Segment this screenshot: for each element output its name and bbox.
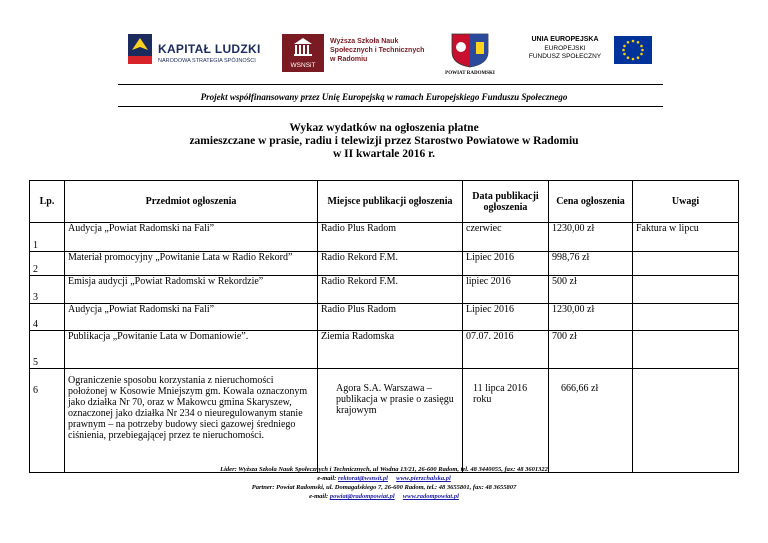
eu-line1: UNIA EUROPEJSKA: [531, 36, 599, 43]
header-place: Miejsce publikacji ogłoszenia: [318, 181, 463, 223]
cell-subject: Publikacja „Powitanie Lata w Domaniowie”.: [65, 331, 318, 369]
title-line1: Wykaz wydatków na ogłoszenia płatne: [289, 122, 479, 134]
title-line2: zamieszczane w prasie, radiu i telewizji przez Starostwo Powiatowe w Radomiu: [189, 135, 579, 147]
cell-date: Lipiec 2016: [463, 252, 549, 276]
cell-lp: 5: [30, 331, 65, 369]
expenses-table: [29, 180, 739, 473]
cell-lp: 3: [30, 276, 65, 304]
footer: [0, 465, 768, 501]
wsnsit-logo: [282, 34, 442, 74]
wsnsit-name-line1: Wyższa Szkoła Nauk: [330, 38, 399, 45]
leader-www-link[interactable]: www.pierzchalska.pl: [396, 475, 451, 482]
wsnsit-abbr: WSNSiT: [290, 62, 316, 69]
footer-leader-email-label: e-mail:: [317, 475, 337, 482]
cell-place: Agora S.A. Warszawa – publikacja w prasie o zasięgu krajowym: [318, 369, 463, 473]
cell-subject: Audycja „Powiat Radomski na Fali”: [65, 304, 318, 331]
powiat-caption: POWIAT RADOMSKI: [445, 71, 495, 76]
cell-price: 666,66 zł: [549, 369, 633, 473]
cell-place: Radio Plus Radom: [318, 223, 463, 252]
footer-partner-email-label: e-mail:: [309, 493, 329, 500]
cell-date: 07.07. 2016: [463, 331, 549, 369]
cell-notes: [633, 369, 739, 473]
header-date: Data publikacji ogłoszenia: [463, 181, 549, 223]
header-price: Cena ogłoszenia: [549, 181, 633, 223]
table-row: [30, 252, 739, 276]
title-line3: w II kwartale 2016 r.: [332, 148, 436, 160]
cell-notes: [633, 304, 739, 331]
cell-date: 11 lipca 2016 roku: [463, 369, 549, 473]
footer-partner-contacts: [0, 492, 768, 501]
kapital-ludzki-subtitle: NARODOWA STRATEGIA SPÓJNOŚCI: [158, 58, 256, 64]
project-divider: [118, 106, 663, 107]
table-row: [30, 276, 739, 304]
cell-lp: 6: [30, 369, 65, 473]
document-title: [0, 122, 768, 161]
table-row: [30, 331, 739, 369]
cell-subject: Audycja „Powiat Radomski na Fali”: [65, 223, 318, 252]
cell-lp: 1: [30, 223, 65, 252]
footer-leader: Lider: Wyższa Szkoła Nauk Społecznych i Technicznych, ul Wodna 13/21, 26-600 Radom, tel. 48 3440055, fax: 48 3601322: [220, 466, 548, 473]
kapital-ludzki-flag-icon: [128, 34, 152, 64]
building-icon: [282, 34, 324, 62]
eu-text: [520, 36, 610, 62]
cell-lp: 4: [30, 304, 65, 331]
table-row: [30, 304, 739, 331]
eu-line2: EUROPEJSKI: [544, 44, 586, 52]
cell-place: Radio Rekord F.M.: [318, 276, 463, 304]
cell-place: Radio Rekord F.M.: [318, 252, 463, 276]
eu-logo: [520, 34, 660, 74]
partner-email-link[interactable]: powiat@radompowiat.pl: [329, 493, 395, 500]
eu-line3: FUNDUSZ SPOŁECZNY: [528, 53, 602, 60]
cell-price: 1230,00 zł: [549, 304, 633, 331]
wsnsit-name: [330, 37, 424, 64]
cell-date: Lipiec 2016: [463, 304, 549, 331]
cell-lp: 2: [30, 252, 65, 276]
wsnsit-name-line2: Społecznych i Technicznych: [330, 47, 425, 54]
wsnsit-emblem: [282, 34, 324, 72]
table-row: [30, 369, 739, 473]
coat-of-arms-icon: [450, 32, 490, 68]
footer-partner: Partner: Powiat Radomski, ul. Domagalskiego 7, 26-600 Radom, tel.: 48 3655801, fax: 48 3655807: [251, 484, 517, 491]
cell-date: lipiec 2016: [463, 276, 549, 304]
header-subject: Przedmiot ogłoszenia: [65, 181, 318, 223]
cell-notes: [633, 252, 739, 276]
cell-notes: Faktura w lipcu: [633, 223, 739, 252]
cell-subject: Emisja audycji „Powiat Radomski w Rekordzie”: [65, 276, 318, 304]
cell-price: 700 zł: [549, 331, 633, 369]
powiat-logo: [440, 32, 500, 78]
cell-price: 998,76 zł: [549, 252, 633, 276]
header-divider: [118, 84, 663, 85]
cell-price: 1230,00 zł: [549, 223, 633, 252]
cell-subject: Materiał promocyjny „Powitanie Lata w Radio Rekord”: [65, 252, 318, 276]
cell-place: Radio Plus Radom: [318, 304, 463, 331]
cell-price: 500 zł: [549, 276, 633, 304]
table-row: [30, 223, 739, 252]
cell-notes: [633, 276, 739, 304]
header-lp: Lp.: [30, 181, 65, 223]
wsnsit-name-line3: w Radomiu: [330, 56, 368, 63]
partner-www-link[interactable]: www.radompowiat.pl: [402, 493, 459, 500]
eu-flag-icon: [614, 36, 652, 64]
kapital-ludzki-title: KAPITAŁ LUDZKI: [158, 42, 261, 56]
cell-notes: [633, 331, 739, 369]
cell-subject: Ograniczenie sposobu korzystania z nieruchomości położonej w Kosowie Mniejszym gm. Kowala oznaczonym jako działka Nr 70, oraz w Makowcu gmina Skaryszew, oznaczonej jako działka Nr 234 o nieuregulowanym stanie prawnym – na potrzeby budowy sieci gazowej średniego ciśnienia, przebiegającej przez te nieruchomości.: [65, 369, 318, 473]
cell-place: Ziemia Radomska: [318, 331, 463, 369]
project-line: Projekt współfinansowany przez Unię Europejską w ramach Europejskiego Funduszu Społecznego: [200, 92, 568, 102]
header-notes: Uwagi: [633, 181, 739, 223]
cell-date: czerwiec: [463, 223, 549, 252]
table-header-row: [30, 181, 739, 223]
leader-email-link[interactable]: rektorat@wsnsit.pl: [337, 475, 388, 482]
footer-leader-contacts: [0, 474, 768, 483]
header-logos: [0, 28, 768, 78]
kapital-ludzki-logo: [128, 32, 268, 72]
